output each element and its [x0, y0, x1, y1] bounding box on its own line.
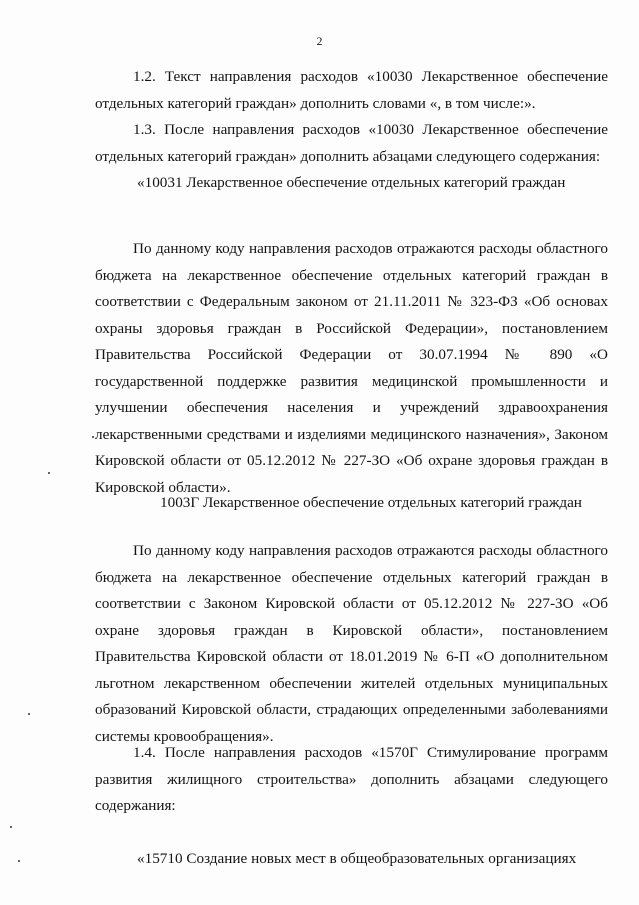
- scan-speck: [10, 826, 12, 828]
- heading-15710: «15710 Создание новых мест в общеобразовательных организациях: [137, 850, 577, 867]
- heading-1003G: 1003Г Лекарственное обеспечение отдельных категорий граждан: [160, 494, 582, 511]
- scan-speck: [18, 860, 20, 862]
- scan-speck: [28, 713, 30, 715]
- paragraph-1-4: 1.4. После направления расходов «1570Г Стимулирование программ развития жилищного строительства» дополнить абзацами следующего содержания:: [95, 744, 608, 814]
- page-number: 2: [316, 36, 323, 48]
- paragraph-1-2: 1.2. Текст направления расходов «10030 Лекарственное обеспечение отдельных категорий граждан» дополнить словами «, в том числе:».: [95, 68, 608, 112]
- paragraph-1003G-description: По данному коду направления расходов отражаются расходы областного бюджета на лекарственное обеспечение отдельных категорий граждан в соответствии с Законом Кировской области от 05.12.2012 № 227-ЗО «Об охране здоровья граждан в Кировской области», постановлением Правительства Кировской области от 18.01.2019 № 6-П «О дополнительном льготном лекарственном обеспечении жителей отдельных муниципальных образований Кировской области, страдающих определенными заболеваниями системы кровообращения».: [95, 542, 608, 745]
- paragraph-10031-description: По данному коду направления расходов отражаются расходы областного бюджета на лекарственное обеспечение отдельных категорий граждан в соответствии с Федеральным законом от 21.11.2011 № 323-ФЗ «Об основах охраны здоровья граждан в Российской Федерации», постановлением Правительства Российской Федерации от 30.07.1994 № 890 «О государственной поддержке развития медицинской промышленности и улучшении обеспечения населения и учреждений здравоохранения лекарственными средствами и изделиями медицинского назначения», Законом Кировской области от 05.12.2012 № 227-ЗО «Об охране здоровья граждан в Кировской области».: [95, 240, 608, 496]
- heading-10031: «10031 Лекарственное обеспечение отдельных категорий граждан: [137, 174, 566, 191]
- scan-speck: [92, 436, 94, 438]
- scan-speck: [48, 472, 50, 474]
- paragraph-1-3: 1.3. После направления расходов «10030 Лекарственное обеспечение отдельных категорий граждан» дополнить абзацами следующего содержания:: [95, 121, 608, 165]
